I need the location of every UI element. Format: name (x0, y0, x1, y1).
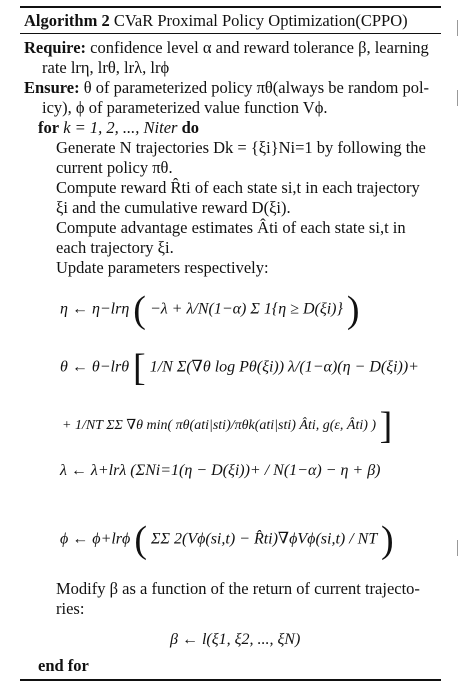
eq-eta-body: −λ + λ/N(1−α) Σ 1{η ≥ D(ξi)} (149, 300, 343, 318)
bottom-rule (20, 679, 441, 681)
step-update: Update parameters respectively: (56, 258, 269, 277)
top-rule (20, 6, 441, 8)
step-generate-1: Generate N trajectories Dk = {ξi}Ni=1 by following the (56, 138, 426, 157)
ensure-line-2: icy), ϕ of parameterized value function Vϕ. (42, 98, 328, 117)
bracket-close: ] (379, 405, 393, 447)
margin-mark (457, 20, 458, 36)
step-advantage-1: Compute advantage estimates Âti of each state si,t in (56, 218, 406, 237)
algorithm-header (24, 11, 408, 31)
algorithm-title: CVaR Proximal Policy Optimization(CPPO) (113, 11, 408, 30)
step-reward-1: Compute reward R̂ti of each state si,t in each trajectory (56, 178, 420, 197)
ensure-keyword: Ensure: (24, 78, 80, 97)
paren-open-phi: ( (134, 519, 147, 561)
end-for: end for (38, 656, 89, 675)
paren-close-phi: ) (380, 519, 394, 561)
eq-phi (60, 518, 394, 562)
step-reward-2: ξi and the cumulative reward D(ξi). (56, 198, 291, 217)
for-keyword: for (38, 118, 60, 137)
algorithm-box (20, 6, 441, 681)
step-modify-1: Modify β as a function of the return of current trajecto- (56, 579, 420, 598)
eq-theta-body2: + 1/NT ΣΣ ∇θ min( πθ(ati|sti)/πθk(ati|sti) Âti, g(ε, Âti) ) (62, 418, 377, 434)
paren-open: ( (133, 289, 146, 331)
eq-phi-lhs: ϕ ← ϕ+lrϕ (60, 530, 131, 548)
step-generate-2: current policy πθ. (56, 158, 173, 177)
step-advantage-2: each trajectory ξi. (56, 238, 174, 257)
eq-theta-cont (62, 404, 392, 448)
eq-theta-body: 1/N Σ(∇θ log Pθ(ξi)) λ/(1−α)(η − D(ξi))+ (149, 358, 419, 376)
eq-lambda-lhs: λ ← λ+lrλ (60, 462, 127, 479)
step-modify-2: ries: (56, 599, 85, 618)
eq-eta (60, 288, 360, 332)
bracket-open: [ (133, 347, 146, 389)
eq-lambda-body: (ΣNi=1(η − D(ξi))+ / N(1−α) − η + β) (130, 462, 381, 479)
margin-mark (457, 540, 458, 556)
eq-eta-lhs: η ← η−lrη (60, 300, 130, 318)
require-line-1 (24, 38, 429, 57)
paren-close: ) (346, 289, 360, 331)
require-keyword: Require: (24, 38, 87, 57)
eq-phi-body: ΣΣ 2(Vϕ(si,t) − R̂ti)∇ϕVϕ(si,t) / NT (150, 530, 377, 548)
require-line-2: rate lrη, lrθ, lrλ, lrϕ (42, 58, 170, 77)
eq-beta: β ← l(ξ1, ξ2, ..., ξN) (170, 631, 301, 648)
eq-lambda (60, 462, 381, 480)
ensure-text-1: θ of parameterized policy πθ(always be random pol- (83, 78, 430, 97)
ensure-line-1 (24, 78, 429, 97)
margin-mark (457, 90, 458, 106)
eq-theta (60, 346, 419, 390)
header-rule (20, 33, 441, 34)
eq-theta-lhs: θ ← θ−lrθ (60, 358, 130, 376)
for-range: k = 1, 2, ..., Niter (63, 118, 178, 137)
algorithm-label: Algorithm 2 (24, 11, 110, 30)
do-keyword: do (181, 118, 200, 137)
require-text-1: confidence level α and reward tolerance β, learning (90, 38, 429, 57)
for-line (38, 118, 199, 137)
